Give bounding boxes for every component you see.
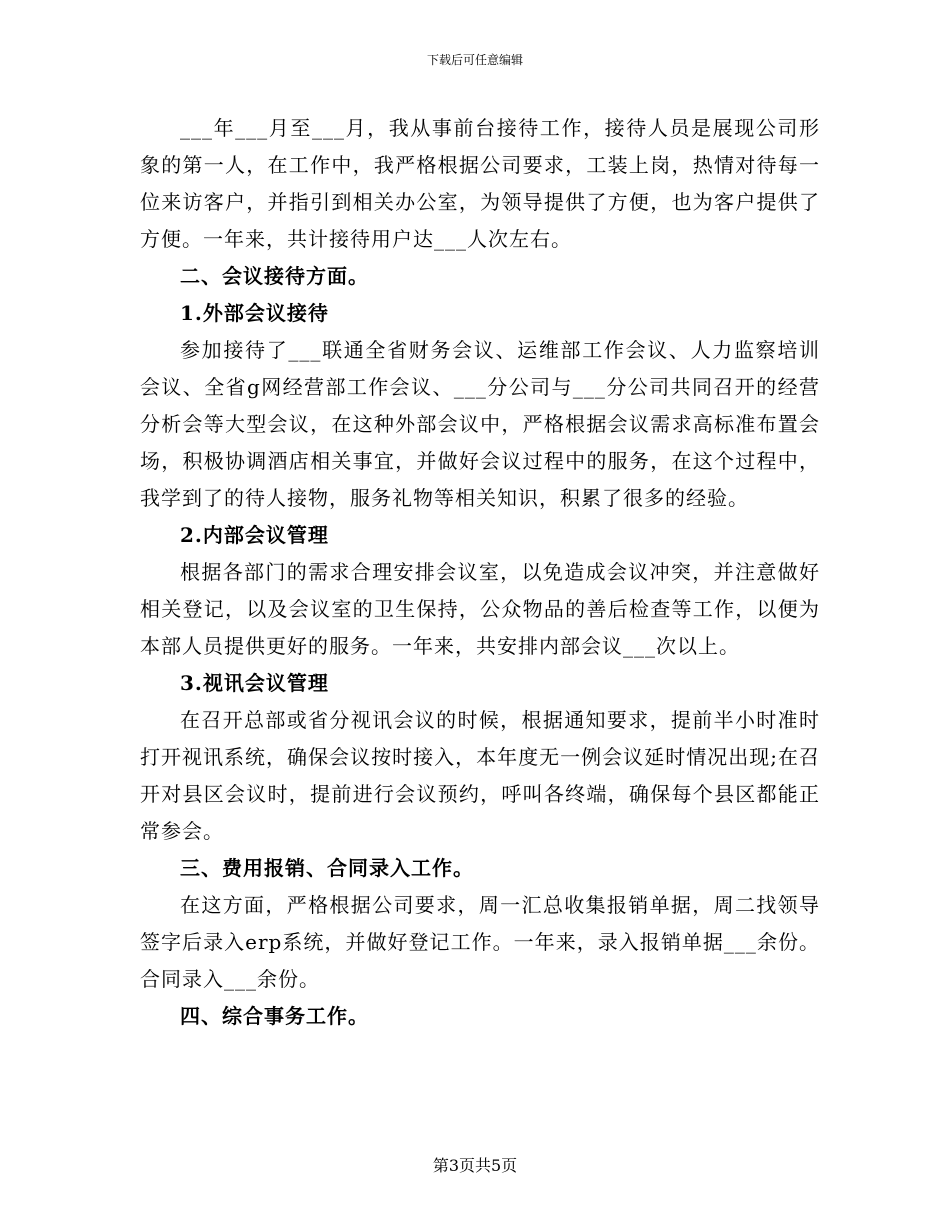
document-body xyxy=(140,110,820,1035)
paragraph-internal-meetings: 根据各部门的需求合理安排会议室，以免造成会议冲突，并注意做好相关登记，以及会议室的卫生保持，公众物品的善后检查等工作，以便为本部人员提供更好的服务。一年来，共安排内部会议___次以上。 xyxy=(140,560,820,658)
subheading-external-meetings: 1.外部会议接待 xyxy=(180,301,329,325)
subheading-video-meetings: 3.视讯会议管理 xyxy=(180,671,329,695)
heading-general-affairs: 四、综合事务工作。 xyxy=(180,1004,369,1028)
subheading-internal-meetings: 2.内部会议管理 xyxy=(180,523,329,547)
paragraph-expense-contracts: 在这方面，严格根据公司要求，周一汇总收集报销单据，周二找领导签字后录入erp系统，并做好登记工作。一年来，录入报销单据___余份。合同录入___余份。 xyxy=(140,893,820,991)
heading-meeting-reception: 二、会议接待方面。 xyxy=(180,264,369,288)
paragraph-video-meetings: 在召开总部或省分视讯会议的时候，根据通知要求，提前半小时准时打开视讯系统，确保会议按时接入，本年度无一例会议延时情况出现;在召开对县区会议时，提前进行会议预约，呼叫各终端，确保每个县区都能正常参会。 xyxy=(140,708,820,843)
page-header: 下载后可任意编辑 xyxy=(426,53,523,67)
paragraph-external-meetings: 参加接待了___联通全省财务会议、运维部工作会议、人力监察培训会议、全省g网经营部工作会议、___分公司与___分公司共同召开的经营分析会等大型会议，在这种外部会议中，严格根据会议需求高标准布置会场，积极协调酒店相关事宜，并做好会议过程中的服务，在这个过程中，我学到了的待人接物，服务礼物等相关知识，积累了很多的经验。 xyxy=(140,338,820,510)
heading-expense-contracts: 三、费用报销、合同录入工作。 xyxy=(180,856,474,880)
paragraph-reception-work: ___年___月至___月，我从事前台接待工作，接待人员是展现公司形象的第一人，在工作中，我严格根据公司要求，工装上岗，热情对待每一位来访客户，并指引到相关办公室，为领导提供了方便，也为客户提供了方便。一年来，共计接待用户达___人次左右。 xyxy=(140,116,820,251)
page-number: 第3页共5页 xyxy=(432,1156,518,1175)
